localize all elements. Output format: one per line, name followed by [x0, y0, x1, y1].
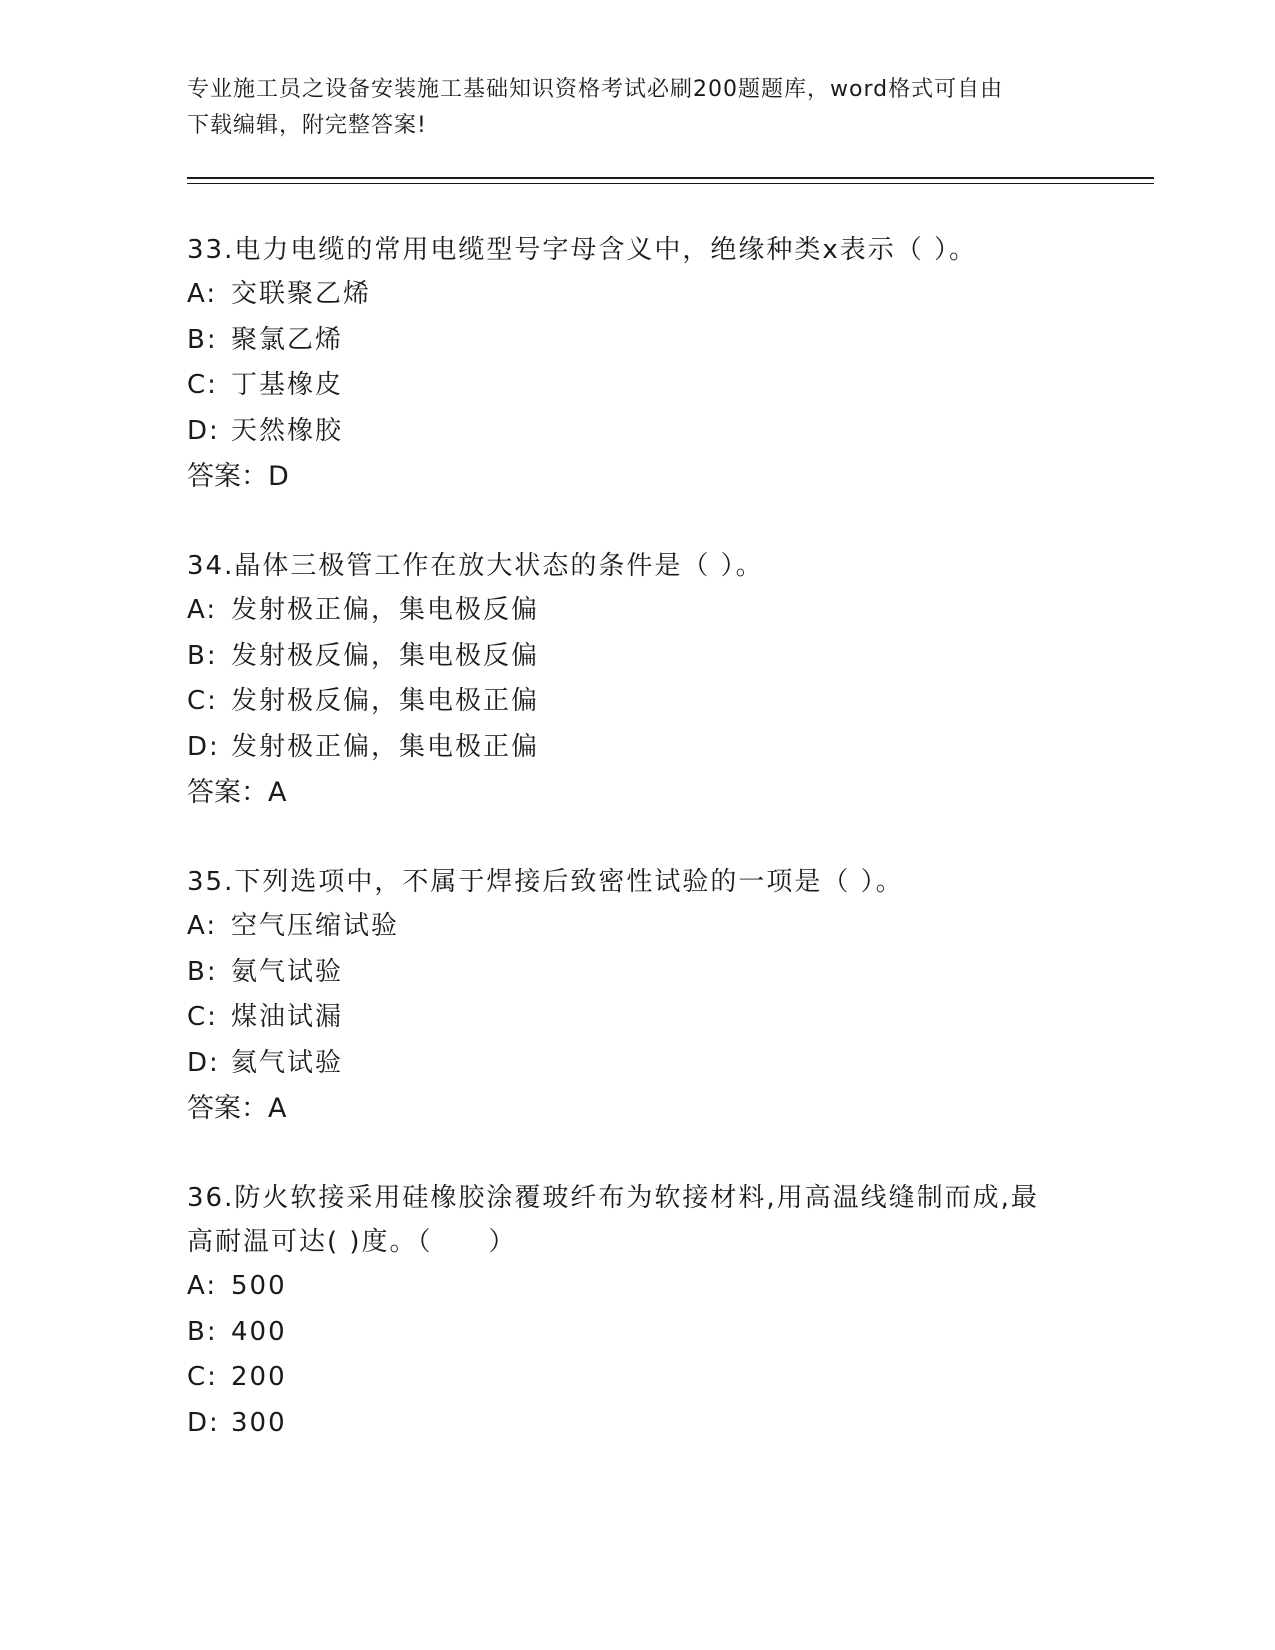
option-key: D:: [187, 731, 220, 762]
option-text: 煤油试漏: [231, 1002, 344, 1032]
option-text: 交联聚乙烯: [231, 279, 372, 309]
option-key: C:: [187, 686, 218, 716]
option-text: 空气压缩试验: [231, 911, 400, 941]
option-key: A:: [187, 911, 218, 941]
option-d: [187, 725, 1087, 771]
question-36: [187, 1176, 1087, 1446]
option-text: 聚氯乙烯: [231, 324, 344, 355]
option-text: 天然橡胶: [231, 415, 344, 446]
option-a: [187, 1264, 1087, 1310]
option-key: D:: [187, 1047, 220, 1078]
header-divider-thin: [187, 183, 1154, 184]
option-text: 氦气试验: [231, 1047, 344, 1078]
option-key: D:: [187, 1407, 220, 1438]
option-text: 发射极正偏，集电极正偏: [231, 731, 540, 762]
question-35: [187, 860, 1087, 1131]
option-key: C:: [187, 1002, 218, 1032]
option-a: [187, 588, 1087, 634]
option-text: 发射极反偏，集电极反偏: [231, 640, 540, 671]
option-d: [187, 1041, 1087, 1087]
option-key: A:: [187, 279, 218, 309]
option-key: B:: [187, 640, 218, 671]
option-text: 氨气试验: [231, 956, 344, 987]
option-d: [187, 409, 1087, 455]
option-key: A:: [187, 1271, 218, 1301]
header-divider-thick: [187, 177, 1154, 179]
option-b: [187, 1310, 1087, 1356]
question-34: [187, 544, 1087, 815]
option-key: A:: [187, 595, 218, 625]
question-stem: 35.下列选项中，不属于焊接后致密性试验的一项是（ ）。: [187, 867, 904, 897]
question-stem: 33.电力电缆的常用电缆型号字母含义中，绝缘种类x表示（ ）。: [187, 235, 978, 265]
option-key: C:: [187, 1362, 218, 1392]
document-header: [187, 72, 1067, 144]
header-line-2: 下载编辑，附完整答案!: [187, 113, 427, 138]
option-c: [187, 995, 1087, 1041]
question-stem: 34.晶体三极管工作在放大状态的条件是（ ）。: [187, 551, 764, 581]
option-c: [187, 1355, 1087, 1401]
option-b: [187, 634, 1087, 680]
question-stem-line-1: 36.防火软接采用硅橡胶涂覆玻纤布为软接材料,用高温线缝制而成,最: [187, 1183, 1039, 1213]
option-key: D:: [187, 415, 220, 446]
option-c: [187, 679, 1087, 725]
option-text: 300: [231, 1407, 287, 1438]
option-key: B:: [187, 1316, 218, 1347]
option-text: 发射极正偏，集电极反偏: [231, 595, 540, 625]
option-b: [187, 950, 1087, 996]
question-stem-line-2: 高耐温可达( )度。（ ）: [187, 1227, 517, 1257]
option-text: 400: [231, 1316, 287, 1347]
option-text: 200: [231, 1362, 287, 1392]
option-key: B:: [187, 956, 218, 987]
option-a: [187, 272, 1087, 318]
option-b: [187, 318, 1087, 364]
option-text: 发射极反偏，集电极正偏: [231, 686, 540, 716]
header-line-1: 专业施工员之设备安装施工基础知识资格考试必刷200题题库，word格式可自由: [187, 77, 1004, 102]
answer-line: 答案：D: [187, 461, 289, 492]
answer-line: 答案：A: [187, 777, 287, 808]
option-c: [187, 363, 1087, 409]
option-text: 500: [231, 1271, 287, 1301]
answer-line: 答案：A: [187, 1093, 287, 1124]
option-a: [187, 904, 1087, 950]
option-text: 丁基橡皮: [231, 370, 344, 400]
option-key: C:: [187, 370, 218, 400]
question-33: [187, 228, 1087, 499]
option-key: B:: [187, 324, 218, 355]
option-d: [187, 1401, 1087, 1447]
